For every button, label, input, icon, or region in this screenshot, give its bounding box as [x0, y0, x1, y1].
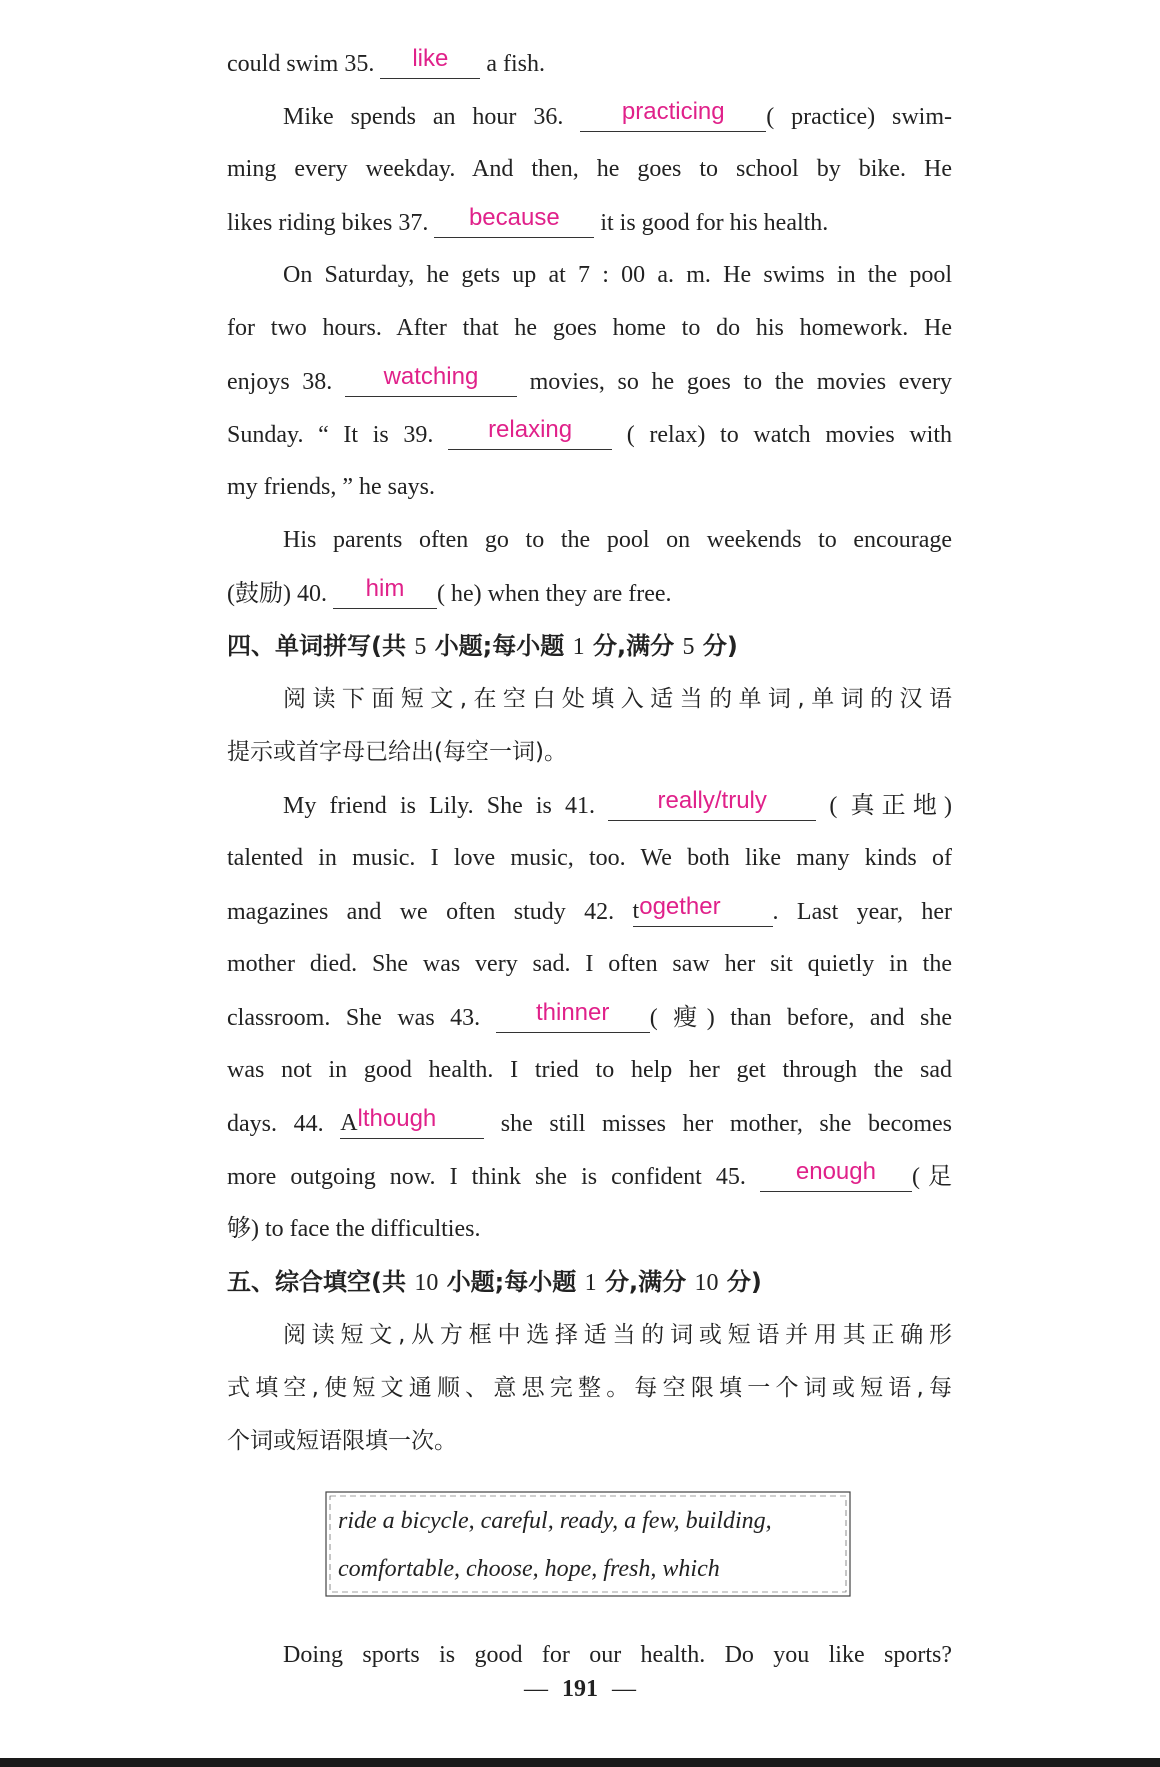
- passage-line: (鼓励) 40. him ( he) when they are free.: [227, 575, 672, 607]
- answer-40: him: [365, 575, 405, 602]
- answer-37: because: [468, 204, 560, 231]
- passage-line: days. 44. Although she still misses her mother, she becomes: [227, 1105, 952, 1137]
- page-number: — 191 —: [524, 1676, 636, 1702]
- passage-line: ming every weekday. And then, he goes to school by bike. He: [227, 156, 952, 182]
- answer-44: lthough: [357, 1105, 437, 1132]
- passage-line: Doing sports is good for our health. Do you like sports?: [283, 1642, 952, 1668]
- passage-line: His parents often go to the pool on weekends to encourage: [283, 527, 952, 553]
- passage-line: talented in music. I love music, too. We both like many kinds of: [227, 845, 952, 871]
- word-bank-box: [322, 1488, 854, 1600]
- passage-line: classroom. She was 43. thinner ( 瘦) than before, and she: [227, 999, 952, 1031]
- word-bank-line: ride a bicycle, careful, ready, a few, building,: [338, 1508, 772, 1534]
- answer-41: really/truly: [657, 787, 767, 814]
- passage-line: was not in good health. I tried to help her get through the sad: [227, 1057, 952, 1083]
- passage-line: more outgoing now. I think she is confident 45. enough (足: [227, 1158, 952, 1190]
- answer-blank-41[interactable]: [608, 787, 816, 821]
- answer-36: practicing: [621, 98, 725, 125]
- passage-line: Mike spends an hour 36. practicing ( practice) swim-: [283, 98, 953, 130]
- answer-43: thinner: [535, 999, 610, 1026]
- passage-line: enjoys 38. watching movies, so he goes to the movies every: [227, 363, 952, 395]
- answer-blank-35[interactable]: [380, 45, 480, 79]
- instruction-line: 提示或首字母已给出(每空一词)。: [227, 739, 567, 765]
- answer-blank-36[interactable]: [580, 98, 766, 132]
- section-heading: 五、综合填空(共 10 小题;每小题 1 分,满分 10 分): [227, 1268, 762, 1296]
- passage-line: magazines and we often study 42. together . Last year, her: [227, 893, 952, 925]
- answer-38: watching: [383, 363, 479, 390]
- answer-42: ogether: [639, 893, 721, 920]
- passage-line: 够) to face the difficulties.: [227, 1216, 481, 1242]
- answer-35: like: [412, 45, 449, 72]
- answer-blank-45[interactable]: [760, 1158, 912, 1192]
- answer-blank-38[interactable]: [345, 363, 517, 397]
- answer-blank-44[interactable]: Although: [340, 1108, 484, 1139]
- answer-blank-40[interactable]: [333, 575, 437, 609]
- word-bank-line: comfortable, choose, hope, fresh, which: [338, 1556, 720, 1582]
- section-heading: 四、单词拼写(共 5 小题;每小题 1 分,满分 5 分): [227, 632, 738, 660]
- passage-line: my friends, ” he says.: [227, 474, 435, 500]
- answer-blank-39[interactable]: [448, 416, 612, 450]
- passage-line: could swim 35. like a fish.: [227, 45, 545, 77]
- passage-line: On Saturday, he gets up at 7 : 00 a. m. He swims in the pool: [283, 262, 952, 288]
- instruction-line: 阅读短文,从方框中选择适当的词或短语并用其正确形: [283, 1322, 952, 1348]
- answer-blank-42[interactable]: together: [633, 896, 773, 927]
- answer-45: enough: [795, 1158, 876, 1185]
- instruction-line: 个词或短语限填一次。: [227, 1428, 457, 1454]
- passage-line: Sunday. “ It is 39. relaxing ( relax) to watch movies with: [227, 416, 953, 448]
- instruction-line: 阅读下面短文,在空白处填入适当的单词,单词的汉语: [283, 686, 952, 712]
- passage-line: mother died. She was very sad. I often saw her sit quietly in the: [227, 951, 952, 977]
- bottom-bar: [0, 1758, 1160, 1767]
- passage-line: My friend is Lily. She is 41. really/truly ( 真正地): [283, 787, 952, 819]
- answer-blank-37[interactable]: [434, 204, 594, 238]
- passage-line: likes riding bikes 37. because it is good for his health.: [227, 204, 829, 236]
- passage-line: for two hours. After that he goes home to do his homework. He: [227, 315, 952, 341]
- answer-blank-43[interactable]: [496, 999, 650, 1033]
- instruction-line: 式填空,使短文通顺、意思完整。每空限填一个词或短语,每: [227, 1375, 952, 1401]
- answer-39: relaxing: [488, 416, 573, 443]
